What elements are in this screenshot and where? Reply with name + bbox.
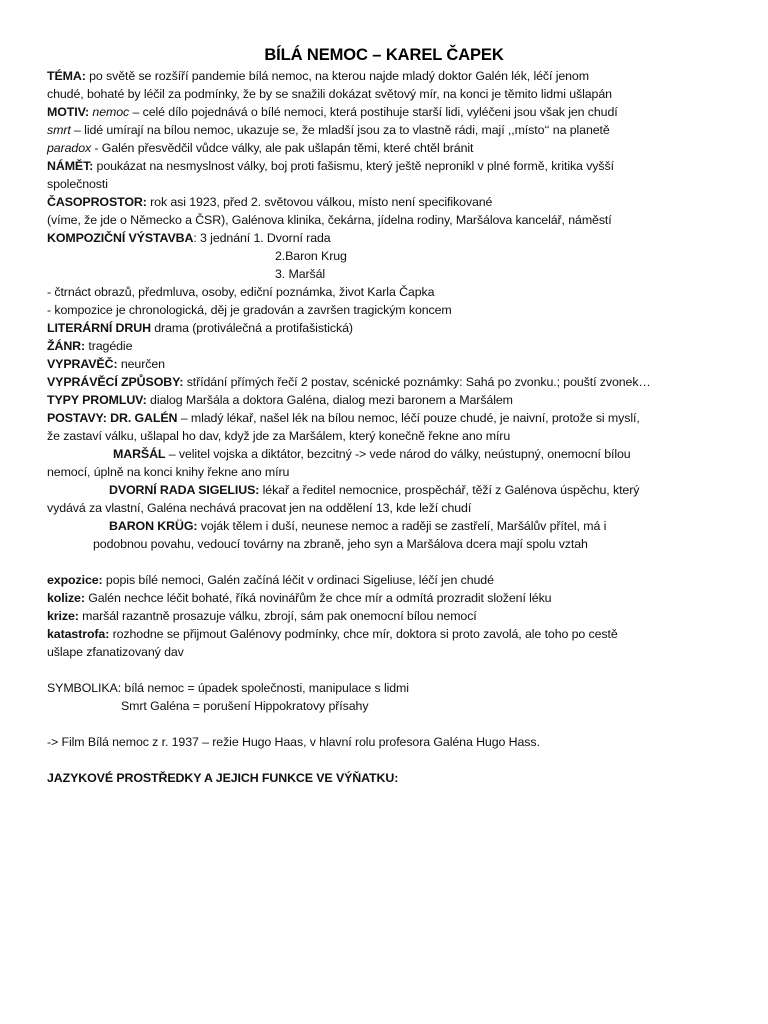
motiv-label: MOTIV: (47, 105, 90, 119)
postavy-label: POSTAVY: (47, 411, 107, 425)
spacer (47, 751, 737, 769)
expozice-text: popis bílé nemoci, Galén začíná léčit v ordinaci Sigeliuse, léčí jen chudé (102, 573, 494, 587)
druh-text: drama (protiválečná a protifašistická) (150, 321, 353, 335)
vypravec-text: neurčen (117, 357, 165, 371)
krug-text-1: voják tělem i duší, neunese nemoc a raději se zastřelí, Maršálův přítel, má i (197, 519, 607, 533)
zpusoby-line (47, 373, 737, 391)
kolize-line (47, 589, 737, 607)
druh-label: LITERÁRNÍ DRUH (47, 321, 151, 335)
krug-name: BARON KRÜG: (109, 519, 198, 533)
postavy-krug-line-2: podobnou povahu, vedoucí továrny na zbraně, jeho syn a Maršálova dcera mají spolu vztah (93, 537, 588, 551)
promluvy-line (47, 391, 737, 409)
casoprostor-line-1 (47, 193, 737, 211)
casoprostor-line-2: (víme, že jde o Německo a ČSR), Galénova klinika, čekárna, jídelna rodiny, Maršálova kancelář, náměstí (47, 213, 612, 227)
motiv-smrt-text: – lidé umírají na bílou nemoc, ukazuje se, že mladší jsou za to vlastně rádi, mají ,,místo‘‘ na planetě (70, 123, 610, 137)
namet-label: NÁMĚT: (47, 159, 94, 173)
tema-line-1 (47, 67, 737, 85)
zanr-line (47, 337, 737, 355)
postavy-sigelius-line-2: vydává za vlastní, Galéna nechává pracovat jen na oddělení 13, kde leží chudí (47, 501, 472, 515)
kolize-text: Galén nechce léčit bohaté, říká novinářům že chce mír a odmítá prozradit složení léku (84, 591, 552, 605)
kompozice-line-1 (47, 229, 737, 247)
kompozice-line-4: - čtrnáct obrazů, předmluva, osoby, ediční poznámka, život Karla Čapka (47, 285, 435, 299)
zanr-label: ŽÁNR: (47, 339, 86, 353)
casoprostor-label: ČASOPROSTOR: (47, 195, 147, 209)
marsal-name: MARŠÁL (113, 447, 166, 461)
postavy-marsal-line-2: nemocí, úplně na konci knihy řekne ano míru (47, 465, 290, 479)
expozice-line (47, 571, 737, 589)
tema-label: TÉMA: (47, 69, 86, 83)
film-line: -> Film Bílá nemoc z r. 1937 – režie Hugo Haas, v hlavní rolu profesora Galéna Hugo Hass. (47, 735, 540, 749)
motiv-smrt-word: smrt (47, 123, 71, 137)
kompozice-label: KOMPOZIČNÍ VÝSTAVBA (47, 231, 194, 245)
sigelius-name: DVORNÍ RADA SIGELIUS: (109, 483, 260, 497)
spacer (47, 661, 737, 679)
motiv-line-2 (47, 121, 737, 139)
katastrofa-label: katastrofa: (47, 627, 110, 641)
spacer (47, 553, 737, 571)
galen-text-1: – mladý lékař, našel lék na bílou nemoc, léčí pouze chudé, je naivní, protože si myslí, (177, 411, 640, 425)
vypravec-line (47, 355, 737, 373)
spacer (47, 715, 737, 733)
katastrofa-text-1: rozhodne se přijmout Galénovy podmínky, chce mír, doktora si proto zavolá, ale toho po cestě (109, 627, 618, 641)
kompozice-text-1: : 3 jednání 1. Dvorní rada (193, 231, 331, 245)
zpusoby-text: střídání přímých řečí 2 postav, scénické poznámky: Sahá po zvonku.; pouští zvonek… (183, 375, 651, 389)
motiv-paradox-text: - Galén přesvědčil vůdce války, ale pak ušlapán těmi, které chtěl bránit (91, 141, 474, 155)
namet-line-2: společnosti (47, 177, 108, 191)
vypravec-label: VYPRAVĚČ: (47, 357, 118, 371)
postavy-marsal-line-1 (47, 445, 737, 463)
motiv-line-1 (47, 103, 737, 121)
galen-name: DR. GALÉN (106, 411, 178, 425)
document-title: BÍLÁ NEMOC – KAREL ČAPEK (264, 46, 504, 64)
document-body (47, 67, 737, 787)
jazykove-heading: JAZYKOVÉ PROSTŘEDKY A JEJICH FUNKCE VE VÝŇATKU: (47, 771, 399, 785)
postavy-galen-line-2: že zastaví válku, ušlapal ho dav, když jde za Maršálem, který konečně řekne ano míru (47, 429, 511, 443)
krize-line (47, 607, 737, 625)
sigelius-text-1: lékař a ředitel nemocnice, prospěchář, těží z Galénova úspěchu, který (259, 483, 640, 497)
symbolika-line-1: SYMBOLIKA: bílá nemoc = úpadek společnosti, manipulace s lidmi (47, 681, 409, 695)
kompozice-line-5: - kompozice je chronologická, děj je gradován a završen tragickým koncem (47, 303, 452, 317)
katastrofa-line-1 (47, 625, 737, 643)
tema-text-1: po světě se rozšíří pandemie bílá nemoc, na kterou najde mladý doktor Galén lék, léčí jenom (85, 69, 589, 83)
kompozice-item-2: 2.Baron Krug (275, 249, 347, 263)
namet-text-1: poukázat na nesmyslnost války, boj proti fašismu, který ještě nepronikl v plné formě, kritika vyšší (93, 159, 614, 173)
krize-text: maršál razantně prosazuje válku, zbrojí, sám pak onemocní bílou nemocí (78, 609, 477, 623)
zpusoby-label: VYPRÁVĚCÍ ZPŮSOBY: (47, 375, 184, 389)
marsal-text-1: – velitel vojska a diktátor, bezcitný -> vede národ do války, neústupný, onemocní bílou (165, 447, 631, 461)
expozice-label: expozice: (47, 573, 103, 587)
tema-line-2: chudé, bohaté by léčil za podmínky, že by se snažili dokázat světový mír, na konci je těmito lidmi ušlapán (47, 87, 612, 101)
motiv-nemoc-text: – celé dílo pojednává o bílé nemoci, která postihuje starší lidi, vyléčeni jsou však jen chudí (129, 105, 618, 119)
krize-label: krize: (47, 609, 79, 623)
promluvy-label: TYPY PROMLUV: (47, 393, 147, 407)
casoprostor-text-1: rok asi 1923, před 2. světovou válkou, místo není specifikované (146, 195, 493, 209)
symbolika-line-2: Smrt Galéna = porušení Hippokratovy přísahy (121, 699, 369, 713)
postavy-krug-line-1 (47, 517, 737, 535)
zanr-text: tragédie (85, 339, 133, 353)
promluvy-text: dialog Maršála a doktora Galéna, dialog mezi baronem a Maršálem (146, 393, 513, 407)
motiv-line-3 (47, 139, 737, 157)
katastrofa-line-2: ušlape zfanatizovaný dav (47, 645, 184, 659)
motiv-nemoc-word: nemoc (92, 105, 130, 119)
namet-line-1 (47, 157, 737, 175)
postavy-sigelius-line-1 (47, 481, 737, 499)
druh-line (47, 319, 737, 337)
kompozice-item-3: 3. Maršál (275, 267, 326, 281)
kolize-label: kolize: (47, 591, 85, 605)
motiv-paradox-word: paradox (47, 141, 92, 155)
postavy-galen-line-1 (47, 409, 737, 427)
